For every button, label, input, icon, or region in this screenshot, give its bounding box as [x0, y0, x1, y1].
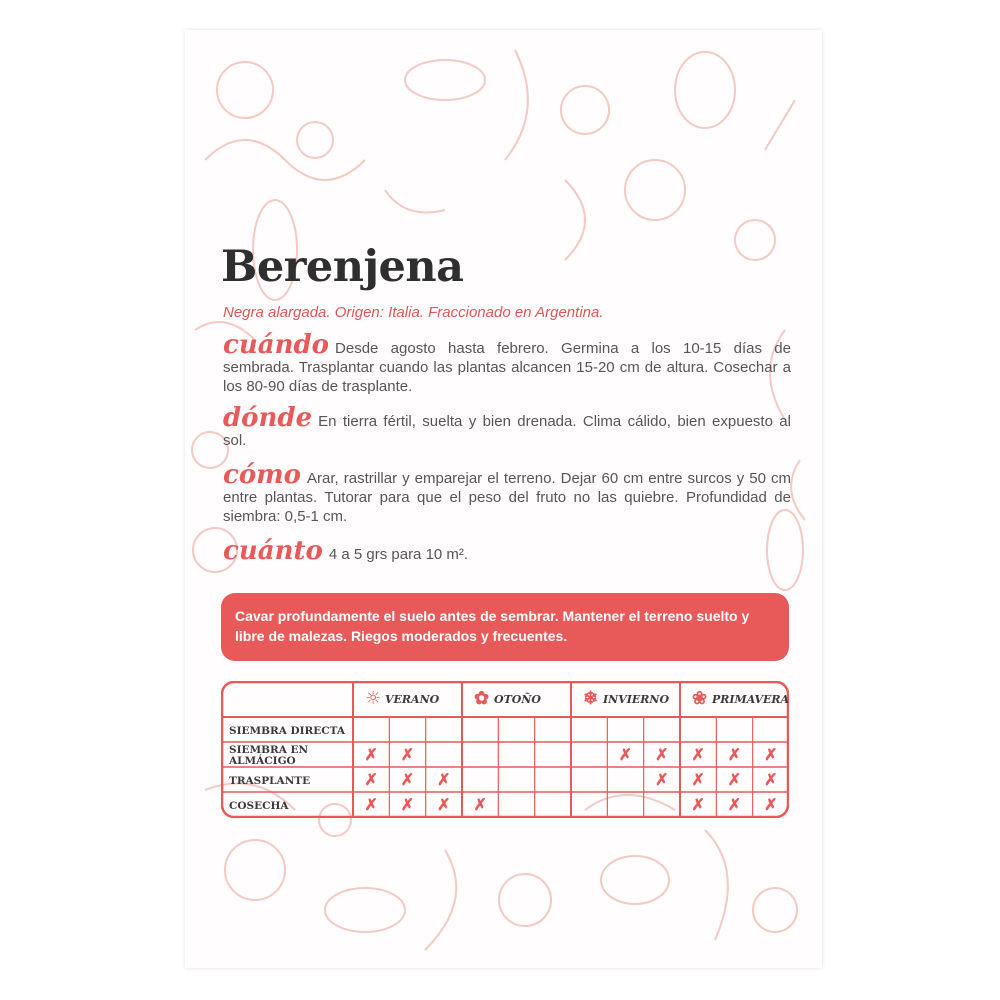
calendar-mark: ✗	[400, 745, 415, 764]
calendar-mark: ✗	[437, 795, 451, 814]
calendar-mark: ✗	[364, 795, 378, 814]
row-label: TRASPLANTE	[229, 775, 311, 787]
sun-icon: ☼	[365, 688, 382, 709]
calendar-mark: ✗	[691, 745, 705, 764]
calendar-mark: ✗	[691, 795, 705, 814]
season-label: VERANO	[385, 693, 440, 706]
season-label: OTOÑO	[494, 693, 541, 706]
calendar-mark: ✗	[400, 770, 415, 789]
calendar-mark: ✗	[473, 795, 487, 814]
calendar-mark: ✗	[618, 745, 633, 764]
seed-packet-back	[185, 30, 822, 968]
calendar-mark: ✗	[400, 795, 415, 814]
calendar-mark: ✗	[764, 745, 778, 764]
calendar-mark: ✗	[691, 770, 705, 789]
season-label: INVIERNO	[603, 693, 670, 706]
section-cuanto	[223, 536, 791, 566]
calendar-mark: ✗	[764, 795, 778, 814]
section-keyword: cuándo	[223, 330, 330, 360]
calendar-mark: ✗	[655, 745, 669, 764]
calendar-mark: ✗	[727, 770, 742, 789]
row-label: SIEMBRA DIRECTA	[229, 725, 346, 737]
section-donde	[223, 403, 791, 450]
blossom-icon: ❀	[692, 688, 708, 709]
section-text: Arar, rastrillar y emparejar el terreno. Dejar 60 cm entre surcos y 50 cm entre plantas. Tutorar para que el peso del fruto no las quiebre. Profundidad de siembra: 0,5-1 cm.	[223, 470, 791, 525]
calendar-mark: ✗	[437, 770, 451, 789]
product-title: Berenjena	[221, 242, 464, 292]
calendar-mark: ✗	[364, 770, 378, 789]
section-text: 4 a 5 grs para 10 m².	[328, 546, 469, 563]
calendar-mark: ✗	[727, 745, 742, 764]
snowflake-icon: ❄	[583, 688, 599, 709]
planting-calendar	[221, 681, 789, 818]
calendar-mark: ✗	[727, 795, 742, 814]
calendar-mark: ✗	[764, 770, 778, 789]
section-keyword: dónde	[223, 403, 313, 433]
row-label: ALMÁCIGO	[229, 755, 296, 767]
section-keyword: cuánto	[223, 536, 323, 566]
product-subtitle: Negra alargada. Origen: Italia. Fraccionado en Argentina.	[223, 304, 604, 321]
flower-icon: ✿	[474, 688, 490, 709]
section-como	[223, 460, 791, 526]
section-text: En tierra fértil, suelta y bien drenada. Clima cálido, bien expuesto al sol.	[223, 413, 791, 449]
season-label: PRIMAVERA	[712, 693, 789, 706]
row-label: SIEMBRA EN	[229, 744, 309, 756]
row-label: COSECHA	[229, 800, 289, 812]
tip-banner: Cavar profundamente el suelo antes de sembrar. Mantener el terreno suelto y libre de malezas. Riegos moderados y frecuentes.	[221, 593, 789, 661]
calendar-mark: ✗	[655, 770, 669, 789]
section-keyword: cómo	[223, 460, 302, 490]
calendar-mark: ✗	[364, 745, 378, 764]
section-text: Desde agosto hasta febrero. Germina a los 10-15 días de sembrada. Trasplantar cuando las plantas alcancen 15-20 cm de altura. Cosechar a los 80-90 días de trasplante.	[223, 340, 791, 395]
section-cuando	[223, 330, 791, 396]
